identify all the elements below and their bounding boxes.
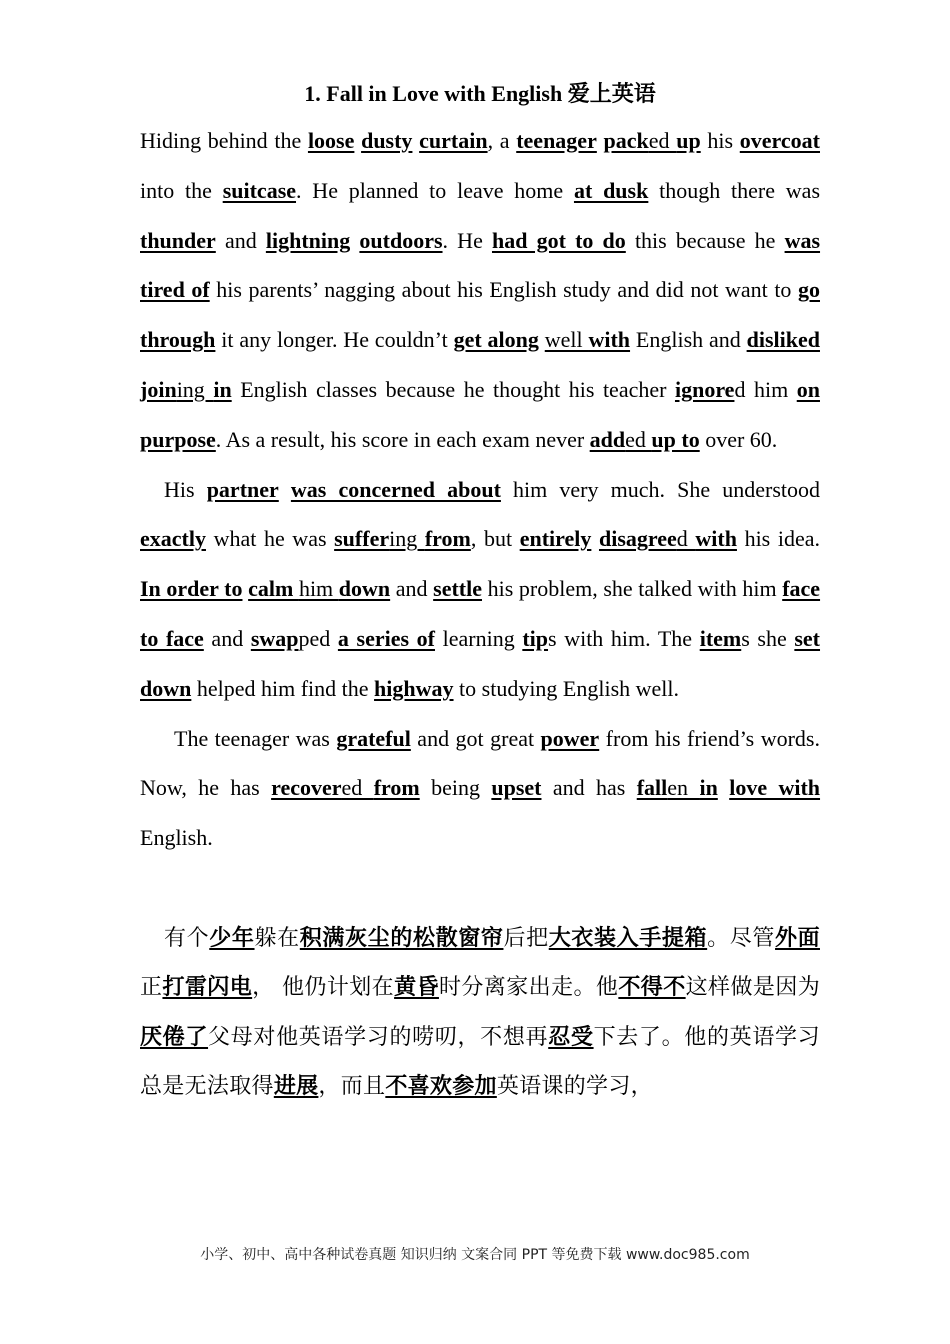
- text-segment: [279, 477, 291, 502]
- text-segment: helped him find the: [191, 675, 375, 701]
- text-segment: his parents’ nagging about his English study and did not want to: [209, 277, 798, 303]
- vocab-keyword: grateful: [336, 725, 411, 751]
- vocab-keyword: 外面: [775, 925, 820, 951]
- vocab-keyword: thunder: [140, 227, 216, 253]
- text-segment: English classes because he thought his teacher: [231, 376, 675, 402]
- vocab-keyword: lightning: [265, 227, 351, 253]
- vocab-keyword: calm: [248, 576, 299, 602]
- text-segment: his: [700, 128, 740, 153]
- text-segment: [591, 526, 599, 551]
- vocab-keyword: down: [338, 576, 391, 602]
- text-segment: 下去了。他的英语学习总是无法取得: [140, 1024, 820, 1100]
- underlined-text: him: [298, 576, 339, 602]
- text-segment: and got great: [410, 725, 541, 751]
- vocab-keyword: exactly: [140, 526, 206, 552]
- text-segment: from his friend’s words. Now, he has: [140, 725, 820, 801]
- text-segment: . He: [442, 227, 492, 253]
- text-segment: . As a result, his score in each exam never: [215, 426, 590, 452]
- vocab-keyword: 进展: [273, 1074, 319, 1100]
- paragraph-1: [140, 116, 820, 465]
- vocab-keyword: dusty: [361, 128, 413, 153]
- text-segment: 英语课的学习，: [496, 1074, 653, 1100]
- vocab-keyword: join: [140, 376, 177, 402]
- vocab-keyword: 不得不: [618, 975, 686, 1001]
- underlined-text: en: [667, 775, 700, 801]
- vocab-keyword: pack: [603, 128, 649, 153]
- text-segment: over 60.: [699, 426, 778, 452]
- text-segment: English and: [630, 327, 747, 353]
- text-segment: and: [203, 625, 251, 651]
- text-segment: ， 他仍计划在: [252, 975, 395, 1001]
- vocab-keyword: suitcase: [222, 177, 297, 203]
- vocab-keyword: curtain: [419, 128, 488, 153]
- vocab-keyword: recover: [271, 775, 342, 801]
- vocab-keyword: settle: [433, 576, 482, 602]
- document-title: 1. Fall in Love with English 爱上英语: [304, 81, 656, 106]
- text-segment: 这样做是因为: [685, 975, 821, 1001]
- vocab-keyword: had got to do: [491, 227, 626, 253]
- vocab-keyword: partner: [206, 476, 279, 502]
- text-segment: Hiding behind the: [140, 128, 308, 153]
- vocab-keyword: up: [676, 128, 701, 153]
- vocab-keyword: up to: [651, 426, 700, 452]
- text-segment: ped: [298, 625, 338, 651]
- vocab-keyword: on purpose: [140, 376, 820, 452]
- text-segment: what he was: [205, 526, 335, 552]
- text-segment: [718, 775, 729, 800]
- text-segment: his problem, she talked with him: [482, 576, 783, 602]
- underlined-text: ing: [176, 376, 214, 402]
- vocab-keyword: 积满灰尘的松散窗帘: [299, 925, 504, 951]
- vocab-keyword: in: [213, 376, 232, 402]
- text-segment: English.: [140, 825, 213, 851]
- text-segment: and: [215, 227, 266, 253]
- vocab-keyword: from: [424, 526, 471, 552]
- text-segment: him very much. She understood: [500, 476, 821, 502]
- underlined-text: ing: [389, 526, 425, 552]
- vocab-keyword: highway: [374, 675, 454, 701]
- paragraph-2: [140, 465, 820, 714]
- text-segment: , a: [487, 128, 517, 153]
- underlined-text: well: [544, 327, 589, 353]
- text-segment: and: [390, 576, 434, 602]
- vocab-keyword: 少年: [209, 925, 255, 951]
- vocab-keyword: loose: [307, 128, 355, 153]
- vocab-keyword: suffer: [334, 526, 390, 552]
- text-segment: into the: [140, 177, 223, 203]
- vocab-keyword: in: [699, 775, 718, 801]
- vocab-keyword: get along: [453, 327, 539, 353]
- vocab-keyword: 厌倦了: [140, 1024, 209, 1050]
- vocab-keyword: entirely: [519, 526, 592, 552]
- text-segment: 后把: [503, 925, 549, 951]
- text-segment: though there was: [648, 177, 821, 203]
- vocab-keyword: 大衣装入手提箱: [548, 925, 708, 951]
- vocab-keyword: 忍受: [548, 1024, 594, 1050]
- vocab-keyword: was tired of: [140, 227, 821, 303]
- vocab-keyword: outdoors: [359, 227, 443, 253]
- paragraph-gap: [140, 863, 820, 914]
- vocab-keyword: was concerned about: [290, 476, 501, 502]
- text-segment: it any longer. He couldn’t: [215, 327, 454, 353]
- text-segment: 时分离家出走。他: [438, 975, 619, 1001]
- text-segment: to studying English well.: [453, 675, 680, 701]
- vocab-keyword: item: [699, 625, 742, 651]
- text-segment: and has: [541, 775, 637, 801]
- vocab-keyword: ignore: [674, 376, 735, 402]
- vocab-keyword: a series of: [337, 625, 435, 651]
- page-footer: 小学、初中、高中各种试卷真题 知识归纳 文案合同 PPT 等免费下载 www.doc985.com: [200, 1247, 750, 1263]
- text-segment: The teenager was: [174, 725, 337, 751]
- underlined-text: ed: [341, 775, 374, 801]
- vocab-keyword: 不喜欢参加: [385, 1074, 497, 1100]
- vocab-keyword: power: [540, 725, 600, 751]
- vocab-keyword: 打雷闪电: [162, 975, 253, 1001]
- vocab-keyword: at dusk: [573, 177, 649, 203]
- vocab-keyword: In order to: [140, 576, 243, 602]
- underlined-text: d: [676, 526, 696, 552]
- vocab-keyword: upset: [491, 775, 542, 801]
- text-segment: 父母对他英语学习的唠叨，不想再: [208, 1024, 549, 1050]
- vocab-keyword: set down: [140, 625, 821, 701]
- paragraph-3: [140, 714, 820, 863]
- text-segment: d him: [734, 376, 797, 402]
- text-segment: 。尽管: [707, 925, 776, 951]
- vocab-keyword: love with: [729, 775, 821, 801]
- text-segment: ，而且: [318, 1074, 386, 1100]
- vocab-keyword: tip: [522, 625, 549, 651]
- text-segment: s she: [741, 625, 795, 651]
- text-segment: His: [164, 476, 207, 502]
- vocab-keyword: add: [589, 426, 626, 452]
- text-segment: his idea.: [736, 526, 820, 552]
- document-page: [140, 72, 820, 1112]
- text-segment: [597, 128, 604, 153]
- vocab-keyword: disliked: [746, 327, 820, 353]
- vocab-keyword: teenager: [516, 128, 597, 153]
- chinese-translation-paragraph: [140, 914, 820, 1112]
- text-segment: , but: [470, 526, 520, 552]
- text-segment: . He planned to leave home: [296, 177, 574, 203]
- text-segment: being: [419, 775, 492, 801]
- underlined-text: ed: [648, 128, 677, 153]
- vocab-keyword: overcoat: [739, 128, 820, 153]
- vocab-keyword: face to face: [140, 576, 821, 651]
- text-segment: 有个: [164, 925, 210, 951]
- vocab-keyword: with: [695, 526, 737, 552]
- vocab-keyword: swap: [250, 625, 299, 651]
- text-segment: s with him. The: [548, 625, 700, 651]
- vocab-keyword: with: [588, 327, 631, 353]
- text-segment: learning: [435, 625, 523, 651]
- vocab-keyword: go through: [140, 277, 820, 353]
- text-segment: 正: [140, 975, 163, 1001]
- vocab-keyword: disagree: [598, 526, 677, 552]
- underlined-text: ed: [625, 426, 652, 452]
- vocab-keyword: from: [373, 775, 420, 801]
- vocab-keyword: 黄昏: [394, 975, 439, 1001]
- text-segment: this because he: [625, 227, 785, 253]
- vocab-keyword: fall: [636, 775, 668, 801]
- text-segment: 躲在: [254, 925, 300, 951]
